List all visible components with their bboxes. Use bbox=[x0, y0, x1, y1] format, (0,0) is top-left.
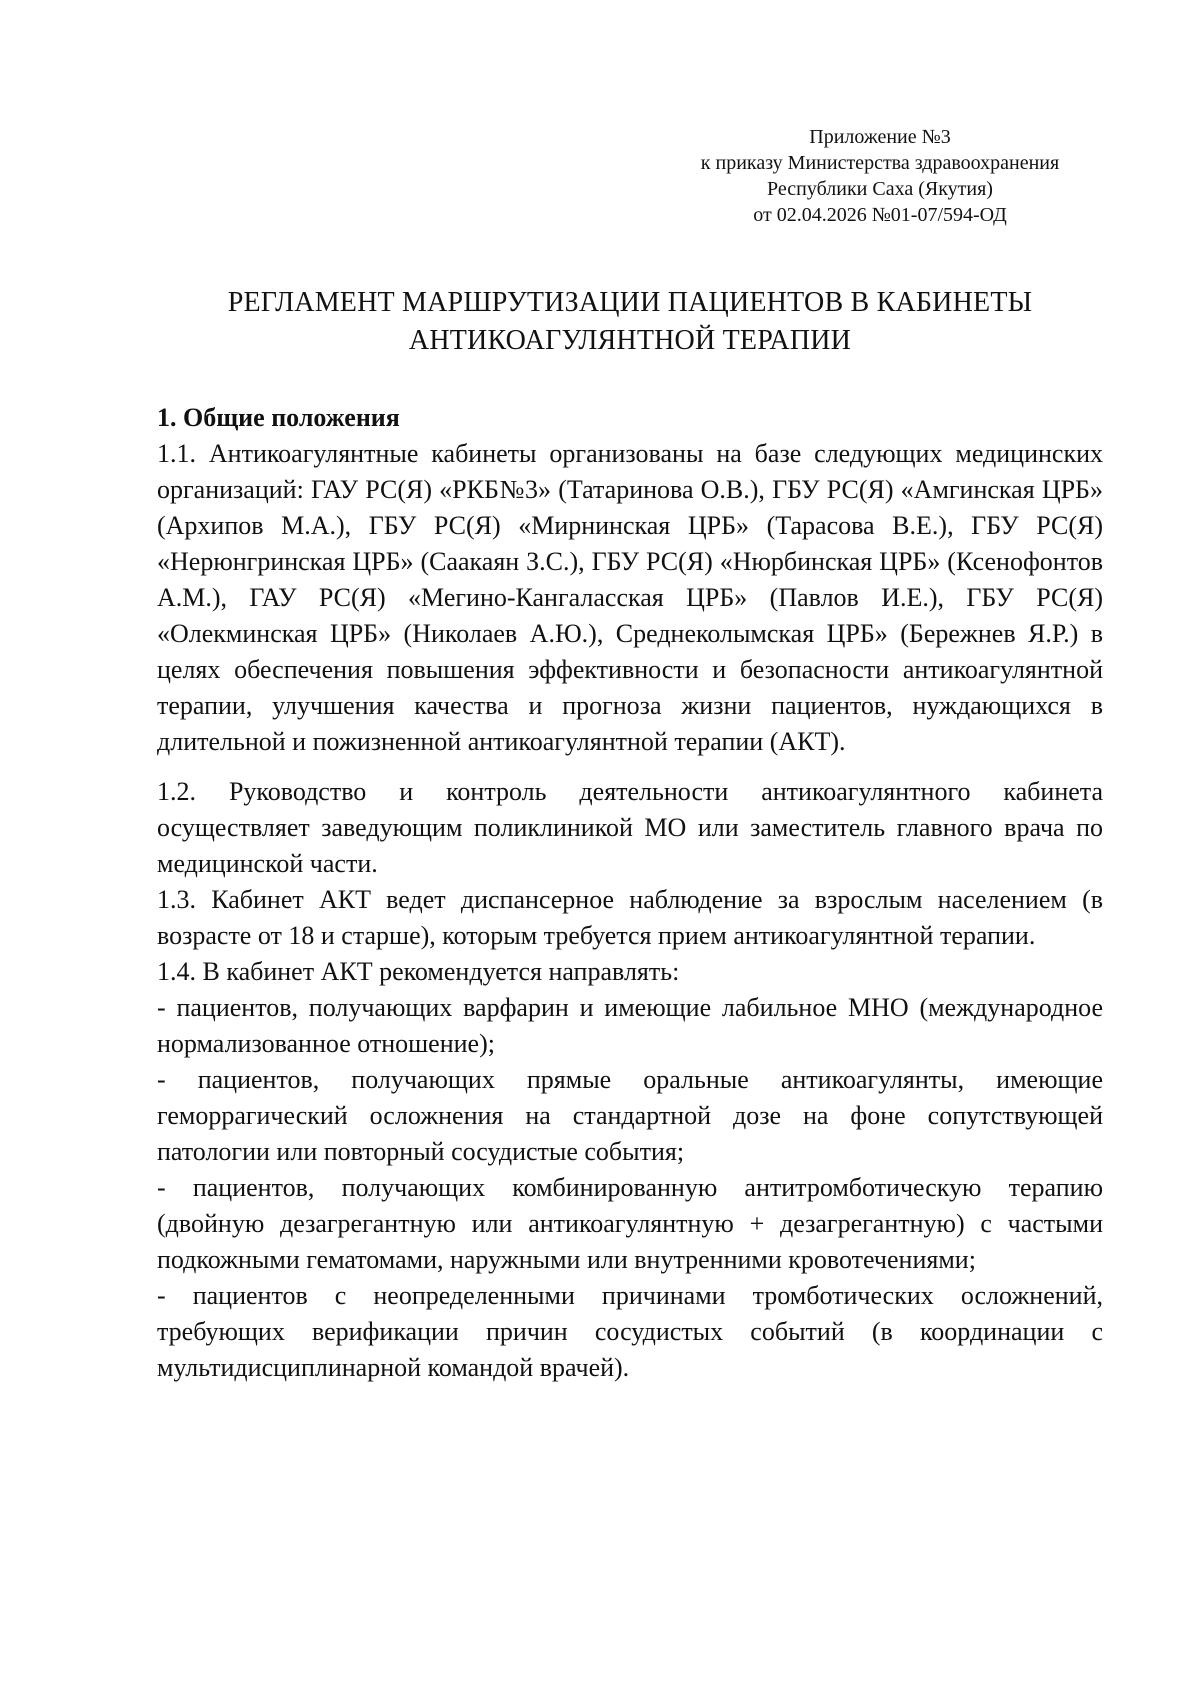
list-item-doac: - пациентов, получающих прямые оральные антикоагулянты, имеющие геморрагический осложнения на стандартной дозе на фоне сопутствующей патологии или повторный сосудистые события; bbox=[157, 1065, 1103, 1166]
republic-line: Республики Саха (Якутия) bbox=[767, 178, 993, 200]
list-item-combined-therapy: - пациентов, получающих комбинированную антитромботическую терапию (двойную дезагрегантную или антикоагулянтную + дезагрегантную) с частыми подкожными гематомами, наружными или внутренними кровотечениями; bbox=[157, 1173, 1103, 1274]
title-line-2: АНТИКОАГУЛЯНТНОЙ ТЕРАПИИ bbox=[408, 325, 852, 356]
paragraph-1-4: 1.4. В кабинет АКТ рекомендуется направлять: bbox=[157, 957, 680, 986]
list-item-warfarin: - пациентов, получающих варфарин и имеющие лабильное МНО (международное нормализованное отношение); bbox=[157, 993, 1103, 1058]
paragraph-1-1: 1.1. Антикоагулянтные кабинеты организованы на базе следующих медицинских организаций: ГАУ РС(Я) «РКБ№3» (Татаринова О.В.), ГБУ РС(Я) «Амгинская ЦРБ» (Архипов М.А.), ГБУ РС(Я) «Мирнинская ЦРБ» (Тарасова В.Е.), ГБУ РС(Я) «Нерюнгринская ЦРБ» (Саакаян З.С.), ГБУ РС(Я) «Нюрбинская ЦРБ» (Ксенофонтов А.М.), ГАУ РС(Я) «Мегино-Кангаласская ЦРБ» (Павлов И.Е.), ГБУ РС(Я) «Олекминская ЦРБ» (Николаев А.Ю.), Среднеколымская ЦРБ» (Бережнев Я.Р.) в целях обеспечения повышения эффективности и безопасности антикоагулянтной терапии, улучшения качества и прогноза жизни пациентов, нуждающихся в длительной и пожизненной антикоагулянтной терапии (АКТ). bbox=[157, 439, 1103, 756]
appendix-number: Приложение №3 bbox=[809, 126, 951, 148]
title-line-1: РЕГЛАМЕНТ МАРШРУТИЗАЦИИ ПАЦИЕНТОВ В КАБИНЕТЫ bbox=[227, 287, 1033, 318]
appendix-header bbox=[660, 124, 1100, 228]
order-date-number: от 02.04.2026 №01-07/594-ОД bbox=[753, 204, 1007, 226]
list-item-undetermined-causes: - пациентов с неопределенными причинами тромботических осложнений, требующих верификации причин сосудистых событий (в координации с мультидисциплинарной командой врачей). bbox=[157, 1281, 1103, 1382]
order-ministry-line: к приказу Министерства здравоохранения bbox=[700, 152, 1060, 174]
paragraph-1-3: 1.3. Кабинет АКТ ведет диспансерное наблюдение за взрослым населением (в возрасте от 18 и старше), которым требуется прием антикоагулянтной терапии. bbox=[157, 885, 1103, 950]
document-title bbox=[140, 284, 1120, 360]
section-heading: 1. Общие положения bbox=[157, 403, 400, 432]
document-body bbox=[157, 400, 1103, 1386]
paragraph-1-2: 1.2. Руководство и контроль деятельности антикоагулянтного кабинета осуществляет заведующим поликлиникой МО или заместитель главного врача по медицинской части. bbox=[157, 777, 1103, 878]
